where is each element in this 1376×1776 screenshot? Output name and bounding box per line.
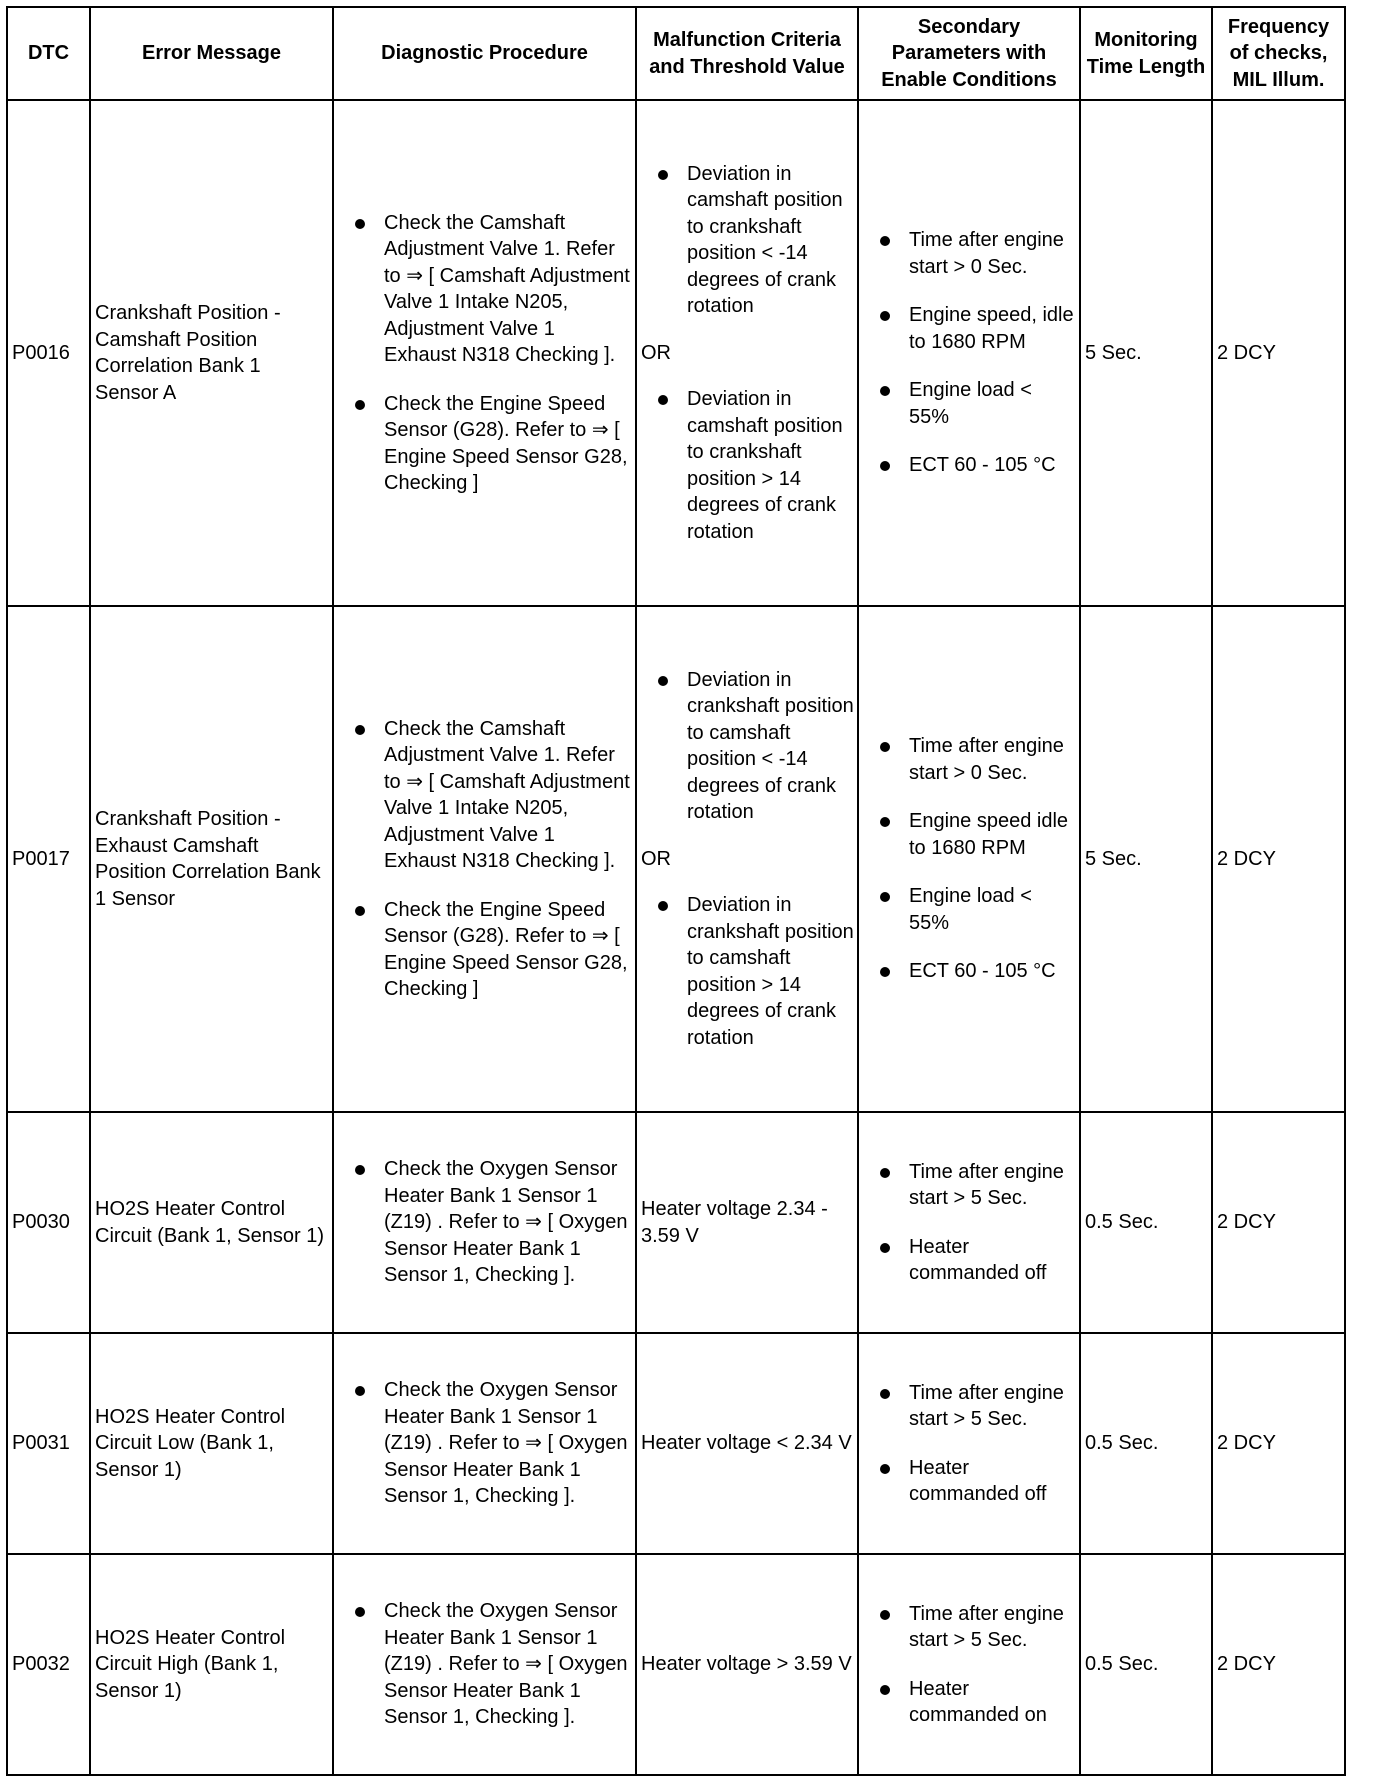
diagnostic-procedure [333,606,636,1112]
table-row [7,1554,1345,1775]
criteria-item: Deviation in crankshaft position to camshaft position < -14 degrees of crank rotation [687,667,854,826]
secondary-parameters [858,606,1080,1112]
criteria-item: Deviation in camshaft position to crankshaft position < -14 degrees of crank rotation [687,161,854,320]
error-message: HO2S Heater Control Circuit Low (Bank 1, Sensor 1) [90,1333,333,1554]
criteria-item: Deviation in camshaft position to crankshaft position > 14 degrees of crank rotation [687,386,854,545]
parameter-item: ECT 60 - 105 °C [909,452,1076,479]
frequency: 2 DCY [1212,100,1345,606]
parameter-item: Engine speed, idle to 1680 RPM [909,302,1076,355]
secondary-parameters [858,1554,1080,1775]
dtc-code: P0030 [7,1112,90,1333]
diagnostic-procedure [333,100,636,606]
parameter-item: ECT 60 - 105 °C [909,958,1076,985]
table-row [7,100,1345,606]
monitoring-time: 0.5 Sec. [1080,1554,1212,1775]
table-row [7,606,1345,1112]
frequency: 2 DCY [1212,606,1345,1112]
procedure-step: Check the Engine Speed Sensor (G28). Refer to ⇒ [ Engine Speed Sensor G28, Checking ] [384,897,632,1003]
header-secondary-parameters: Secondary Parameters with Enable Conditions [858,7,1080,100]
diagnostic-procedure [333,1554,636,1775]
malfunction-criteria [636,606,858,1112]
parameter-item: Heater commanded on [909,1676,1076,1729]
secondary-parameters [858,100,1080,606]
dtc-code: P0016 [7,100,90,606]
parameter-item: Engine speed idle to 1680 RPM [909,808,1076,861]
monitoring-time: 5 Sec. [1080,100,1212,606]
procedure-step: Check the Camshaft Adjustment Valve 1. Refer to ⇒ [ Camshaft Adjustment Valve 1 Intake N205, Adjustment Valve 1 Exhaust N318 Checking ]. [384,210,632,369]
header-diagnostic-procedure: Diagnostic Procedure [333,7,636,100]
error-message: HO2S Heater Control Circuit (Bank 1, Sensor 1) [90,1112,333,1333]
monitoring-time: 5 Sec. [1080,606,1212,1112]
parameter-item: Time after engine start > 5 Sec. [909,1380,1076,1433]
table-row [7,1112,1345,1333]
parameter-item: Engine load < 55% [909,377,1076,430]
dtc-code: P0017 [7,606,90,1112]
parameter-item: Heater commanded off [909,1234,1076,1287]
error-message: HO2S Heater Control Circuit High (Bank 1, Sensor 1) [90,1554,333,1775]
header-frequency: Frequency of checks, MIL Illum. [1212,7,1345,100]
parameter-item: Time after engine start > 0 Sec. [909,227,1076,280]
criteria-or: OR [641,847,671,870]
malfunction-criteria [636,100,858,606]
table-row [7,1333,1345,1554]
diagnostic-procedure [333,1112,636,1333]
procedure-step: Check the Camshaft Adjustment Valve 1. Refer to ⇒ [ Camshaft Adjustment Valve 1 Intake N205, Adjustment Valve 1 Exhaust N318 Checking ]. [384,716,632,875]
header-error-message: Error Message [90,7,333,100]
dtc-table [6,6,1346,1776]
parameter-item: Heater commanded off [909,1455,1076,1508]
dtc-code: P0031 [7,1333,90,1554]
procedure-step: Check the Oxygen Sensor Heater Bank 1 Sensor 1 (Z19) . Refer to ⇒ [ Oxygen Sensor Heater Bank 1 Sensor 1, Checking ]. [384,1598,632,1731]
header-monitoring-time: Monitoring Time Length [1080,7,1212,100]
malfunction-criteria: Heater voltage > 3.59 V [636,1554,858,1775]
procedure-step: Check the Oxygen Sensor Heater Bank 1 Sensor 1 (Z19) . Refer to ⇒ [ Oxygen Sensor Heater Bank 1 Sensor 1, Checking ]. [384,1377,632,1510]
diagnostic-procedure [333,1333,636,1554]
error-message: Crankshaft Position - Camshaft Position Correlation Bank 1 Sensor A [90,100,333,606]
frequency: 2 DCY [1212,1554,1345,1775]
parameter-item: Time after engine start > 5 Sec. [909,1601,1076,1654]
malfunction-criteria: Heater voltage < 2.34 V [636,1333,858,1554]
header-malfunction-criteria: Malfunction Criteria and Threshold Value [636,7,858,100]
secondary-parameters [858,1112,1080,1333]
header-dtc: DTC [7,7,90,100]
procedure-step: Check the Engine Speed Sensor (G28). Refer to ⇒ [ Engine Speed Sensor G28, Checking ] [384,391,632,497]
malfunction-criteria: Heater voltage 2.34 - 3.59 V [636,1112,858,1333]
secondary-parameters [858,1333,1080,1554]
parameter-item: Time after engine start > 0 Sec. [909,733,1076,786]
monitoring-time: 0.5 Sec. [1080,1333,1212,1554]
monitoring-time: 0.5 Sec. [1080,1112,1212,1333]
parameter-item: Engine load < 55% [909,883,1076,936]
header-row [7,7,1345,100]
error-message: Crankshaft Position - Exhaust Camshaft Position Correlation Bank 1 Sensor [90,606,333,1112]
criteria-or: OR [641,341,671,364]
frequency: 2 DCY [1212,1112,1345,1333]
frequency: 2 DCY [1212,1333,1345,1554]
parameter-item: Time after engine start > 5 Sec. [909,1159,1076,1212]
dtc-code: P0032 [7,1554,90,1775]
procedure-step: Check the Oxygen Sensor Heater Bank 1 Sensor 1 (Z19) . Refer to ⇒ [ Oxygen Sensor Heater Bank 1 Sensor 1, Checking ]. [384,1156,632,1289]
criteria-item: Deviation in crankshaft position to camshaft position > 14 degrees of crank rotation [687,892,854,1051]
